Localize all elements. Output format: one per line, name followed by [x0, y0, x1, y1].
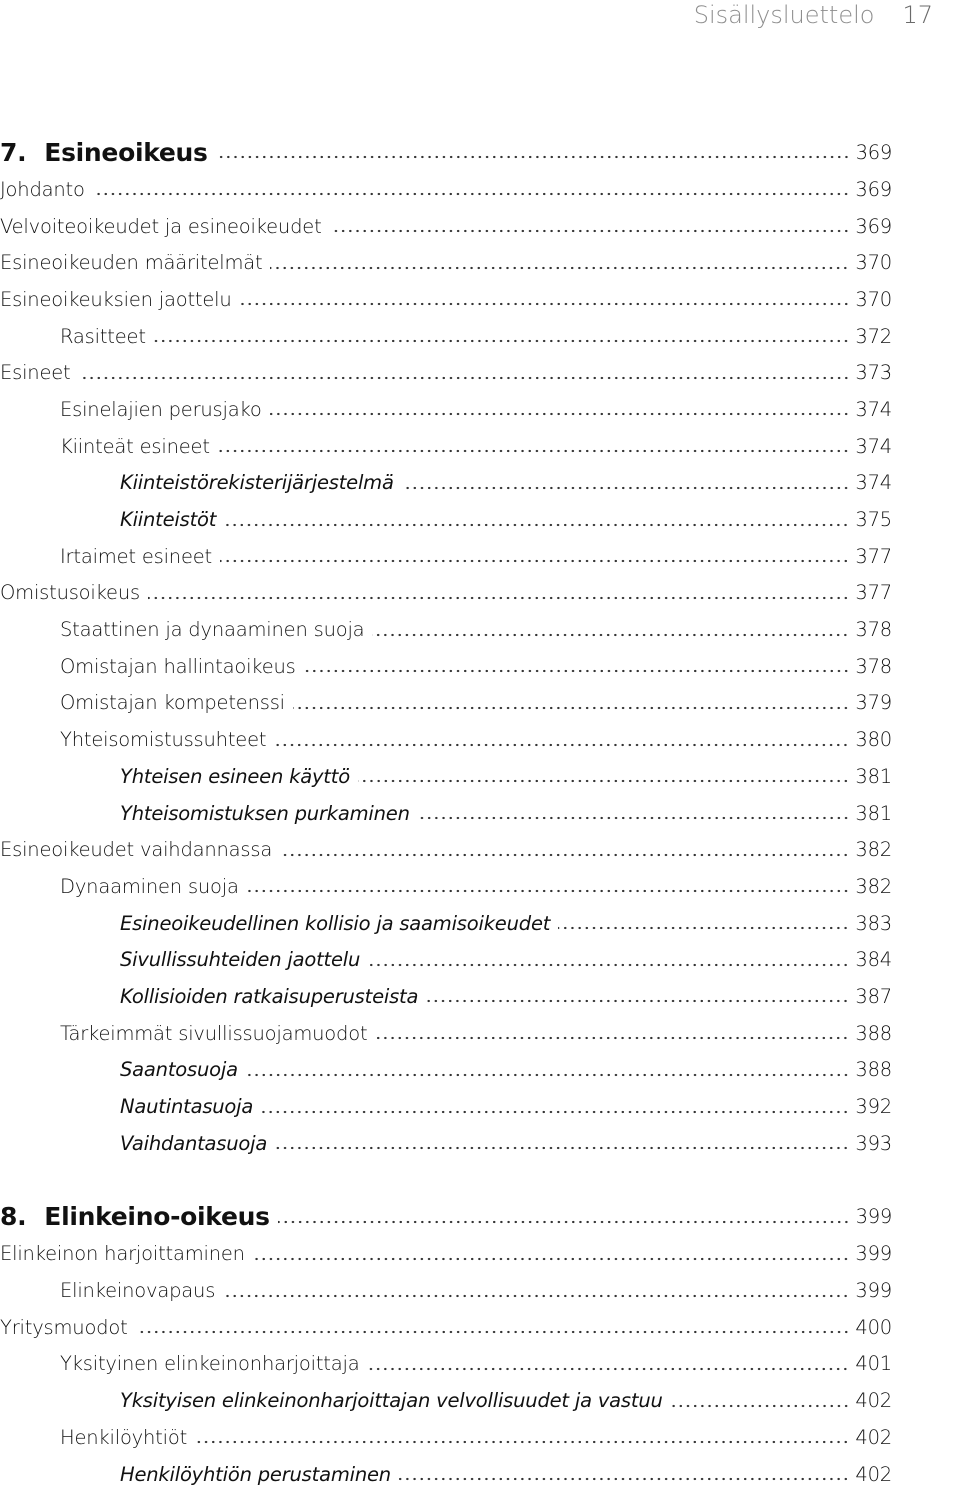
toc-dot-leader: [330, 229, 850, 233]
toc-entry-title: Omistajan kompetenssi: [60, 691, 285, 715]
toc-entry-title: Nautintasuoja: [120, 1095, 254, 1119]
toc-entry-title: Esineet: [0, 361, 71, 385]
toc-entry-title: Velvoiteoikeudet ja esineoikeudet: [0, 214, 322, 238]
toc-entry[interactable]: [0, 1419, 892, 1456]
toc-entry[interactable]: [0, 208, 892, 245]
toc-entry[interactable]: [0, 501, 892, 538]
running-header-title: Sisällysluettelo: [693, 1, 875, 29]
toc-entry-title: Sivullissuhteiden jaottelu: [120, 948, 361, 972]
toc-dot-leader: [278, 1220, 850, 1224]
toc-entry-page-number: 374: [855, 434, 892, 458]
toc-entry-page-number: 392: [855, 1095, 892, 1119]
toc-entry-title: Staattinen ja dynaaminen suoja: [60, 618, 365, 642]
toc-entry-title: Esineoikeus: [44, 137, 208, 167]
toc-entry-title: Saantosuoja: [120, 1058, 238, 1082]
toc-entry[interactable]: [0, 538, 892, 575]
toc-entry-title: Kiinteät esineet: [60, 434, 210, 458]
toc-entry-page-number: 382: [855, 874, 892, 898]
toc-entry-page-number: 380: [855, 728, 892, 752]
toc-entry-page-number: 399: [855, 1242, 892, 1266]
toc-entry-page-number: 378: [855, 654, 892, 678]
toc-dot-leader: [372, 633, 849, 637]
toc-dot-leader: [246, 1073, 850, 1077]
toc-entry-page-number: 378: [855, 618, 892, 642]
toc-chapter-number: 8.: [0, 1202, 27, 1232]
toc-entry[interactable]: [0, 611, 892, 648]
toc-entry[interactable]: [0, 648, 892, 685]
toc-dot-leader: [223, 1294, 849, 1298]
toc-entry[interactable]: [0, 1236, 892, 1273]
toc-entry[interactable]: [0, 354, 892, 391]
toc-entry-title: Elinkeinovapaus: [60, 1279, 216, 1303]
toc-entry-title: Elinkeino-oikeus: [44, 1202, 270, 1232]
toc-entry-page-number: 399: [855, 1279, 892, 1303]
toc-entry[interactable]: [0, 868, 892, 905]
toc-entry[interactable]: [0, 758, 892, 795]
toc-entry[interactable]: [0, 1309, 892, 1346]
toc-entry-page-number: 402: [855, 1425, 892, 1449]
toc-dot-leader: [220, 559, 849, 563]
toc-chapter-entry[interactable]: [0, 133, 892, 171]
toc-entry-title: Esineoikeudet vaihdannassa: [0, 838, 273, 862]
toc-entry[interactable]: [0, 465, 892, 502]
toc-entry-title: Henkilöyhtiön perustaminen: [120, 1462, 391, 1486]
toc-dot-leader: [558, 926, 849, 930]
toc-entry[interactable]: [0, 318, 892, 355]
toc-entry-page-number: 375: [855, 508, 892, 532]
toc-dot-leader: [218, 449, 850, 453]
toc-entry[interactable]: [0, 1052, 892, 1089]
toc-entry-page-number: 381: [855, 801, 892, 825]
toc-entry-page-number: 402: [855, 1389, 892, 1413]
toc-entry-page-number: 374: [855, 397, 892, 421]
toc-entry[interactable]: [0, 428, 892, 465]
toc-dot-leader: [148, 596, 849, 600]
toc-dot-leader: [154, 339, 850, 343]
toc-entry-page-number: 369: [855, 177, 892, 201]
toc-entry-title: Esinelajien perusjako: [60, 397, 262, 421]
toc-entry-page-number: 400: [855, 1315, 892, 1339]
toc-entry-title: Kollisioiden ratkaisuperusteista: [120, 984, 419, 1008]
toc-entry-page-number: 381: [855, 764, 892, 788]
toc-entry-page-number: 393: [855, 1131, 892, 1155]
toc-entry-title: Esineoikeudellinen kollisio ja saamisoikeudet: [120, 911, 551, 935]
toc-entry-page-number: 402: [855, 1462, 892, 1486]
toc-entry-title: Esineoikeuksien jaottelu: [0, 287, 232, 311]
running-header-page-number: 17: [902, 1, 933, 29]
toc-entry[interactable]: [0, 391, 892, 428]
toc-dot-leader: [79, 376, 850, 380]
toc-entry-page-number: 388: [855, 1058, 892, 1082]
toc-entry[interactable]: [0, 941, 892, 978]
toc-entry-title: Vaihdantasuoja: [120, 1131, 268, 1155]
toc-dot-leader: [253, 1257, 850, 1261]
toc-dot-leader: [136, 1330, 850, 1334]
toc-entry-title: Omistusoikeus: [0, 581, 140, 605]
toc-dot-leader: [367, 1367, 849, 1371]
toc-entry[interactable]: [0, 978, 892, 1015]
toc-entry[interactable]: [0, 831, 892, 868]
toc-chapter-number: 7.: [0, 137, 27, 167]
toc-entry-title: Irtaimet esineet: [60, 544, 212, 568]
toc-entry[interactable]: [0, 1088, 892, 1125]
toc-entry-page-number: 374: [855, 471, 892, 495]
toc-entry[interactable]: [0, 244, 892, 281]
table-of-contents: [0, 133, 892, 1492]
toc-entry-title: Omistajan hallintaoikeus: [60, 654, 296, 678]
toc-entry-title: Dynaaminen suoja: [60, 874, 239, 898]
toc-entry-page-number: 383: [855, 911, 892, 935]
toc-entry-page-number: 379: [855, 691, 892, 715]
toc-dot-leader: [418, 816, 850, 820]
toc-entry-page-number: 384: [855, 948, 892, 972]
toc-entry-title: Henkilöyhtiöt: [60, 1425, 188, 1449]
toc-entry-title: Yhteisomistuksen purkaminen: [120, 801, 410, 825]
toc-entry-title: Yhteisen esineen käyttö: [120, 764, 350, 788]
toc-dot-leader: [426, 999, 849, 1003]
toc-dot-leader: [93, 192, 850, 196]
toc-entry-page-number: 373: [855, 361, 892, 385]
toc-dot-leader: [270, 266, 849, 270]
toc-entry-title: Yritysmuodot: [0, 1315, 128, 1339]
toc-dot-leader: [261, 1110, 849, 1114]
toc-chapter-entry[interactable]: [0, 1198, 892, 1236]
toc-entry-title: Tärkeimmät sivullissuojamuodot: [60, 1021, 368, 1045]
toc-entry-page-number: 382: [855, 838, 892, 862]
toc-entry[interactable]: [0, 721, 892, 758]
toc-entry-title: Johdanto: [0, 177, 85, 201]
toc-entry[interactable]: [0, 905, 892, 942]
toc-dot-leader: [280, 853, 849, 857]
toc-entry-page-number: 399: [855, 1205, 892, 1229]
toc-entry[interactable]: [0, 1456, 892, 1492]
toc-entry-page-number: 370: [855, 287, 892, 311]
toc-dot-leader: [671, 1404, 850, 1408]
toc-dot-leader: [402, 486, 850, 490]
toc-dot-leader: [270, 412, 850, 416]
toc-entry-title: Yksityisen elinkeinonharjoittajan velvollisuudet ja vastuu: [120, 1389, 663, 1413]
toc-dot-leader: [240, 302, 850, 306]
toc-dot-leader: [247, 889, 850, 893]
toc-entry[interactable]: [0, 281, 892, 318]
toc-entry-page-number: 387: [855, 984, 892, 1008]
toc-entry-page-number: 377: [855, 544, 892, 568]
toc-entry-title: Yhteisomistussuhteet: [60, 728, 267, 752]
toc-entry-page-number: 401: [855, 1352, 892, 1376]
toc-entry[interactable]: [0, 1346, 892, 1383]
toc-dot-leader: [195, 1440, 849, 1444]
toc-entry-title: Kiinteistöt: [120, 508, 217, 532]
toc-entry-page-number: 369: [855, 214, 892, 238]
toc-entry[interactable]: [0, 685, 892, 722]
toc-dot-leader: [216, 155, 850, 159]
toc-dot-leader: [358, 779, 849, 783]
toc-dot-leader: [275, 1146, 849, 1150]
toc-dot-leader: [274, 743, 849, 747]
toc-entry-title: Elinkeinon harjoittaminen: [0, 1242, 245, 1266]
toc-entry-page-number: 372: [855, 324, 892, 348]
toc-entry[interactable]: [0, 1125, 892, 1162]
toc-entry-title: Kiinteistörekisterijärjestelmä: [120, 471, 394, 495]
toc-entry[interactable]: [0, 171, 892, 208]
toc-entry[interactable]: [0, 575, 892, 612]
toc-entry[interactable]: [0, 1015, 892, 1052]
toc-dot-leader: [224, 523, 849, 527]
toc-entry-title: Esineoikeuden määritelmät: [0, 251, 263, 275]
toc-dot-leader: [368, 963, 849, 967]
toc-entry-page-number: 369: [855, 140, 892, 164]
toc-entry[interactable]: [0, 795, 892, 832]
running-header: [694, 0, 933, 30]
toc-entry[interactable]: [0, 1272, 892, 1309]
toc-entry-page-number: 370: [855, 251, 892, 275]
toc-entry[interactable]: [0, 1382, 892, 1419]
toc-dot-leader: [399, 1477, 849, 1481]
toc-dot-leader: [293, 706, 849, 710]
toc-entry-page-number: 388: [855, 1021, 892, 1045]
toc-entry-title: Rasitteet: [60, 324, 146, 348]
toc-dot-leader: [375, 1036, 849, 1040]
toc-entry-title: Yksityinen elinkeinonharjoittaja: [60, 1352, 360, 1376]
toc-entry-page-number: 377: [855, 581, 892, 605]
toc-dot-leader: [304, 669, 850, 673]
